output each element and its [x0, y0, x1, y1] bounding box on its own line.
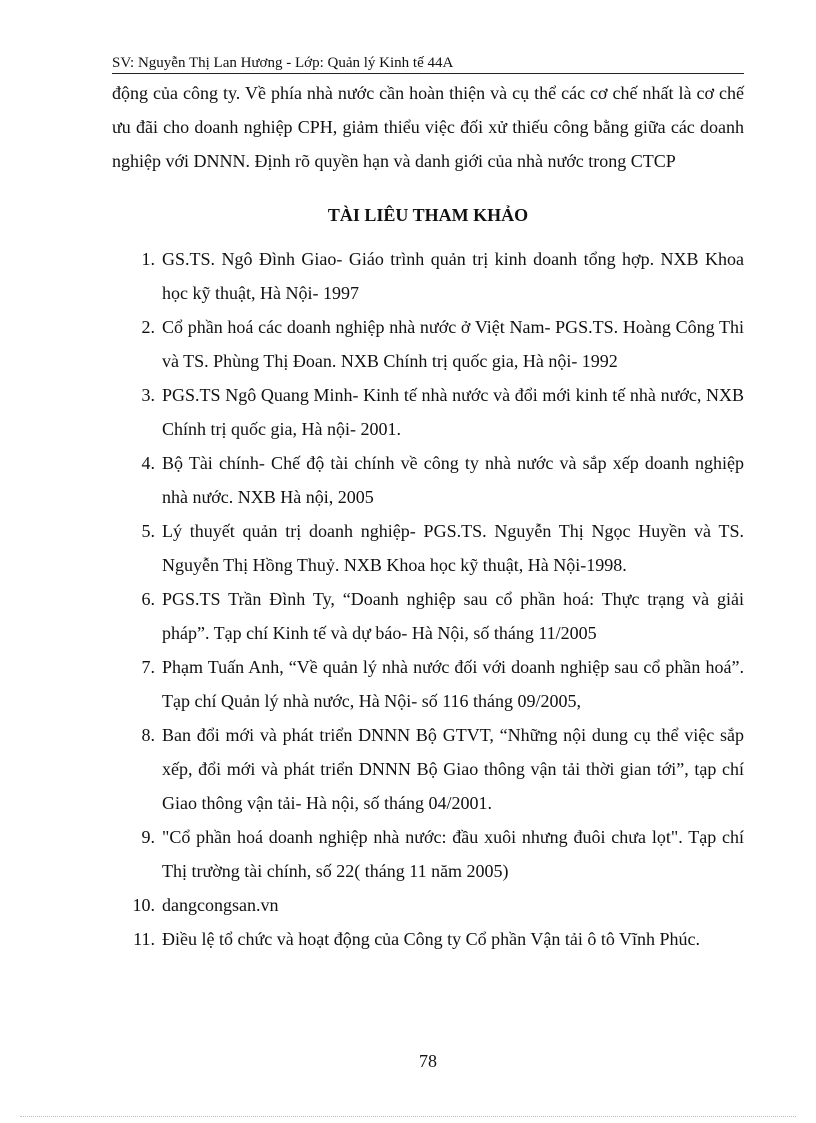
reference-item: [112, 378, 744, 446]
reference-number: 6.: [141, 589, 155, 609]
reference-text: dangcongsan.vn: [162, 895, 279, 915]
reference-item: [112, 514, 744, 582]
reference-list: [112, 242, 744, 956]
reference-item: [112, 242, 744, 310]
reference-item: [112, 820, 744, 888]
reference-text: Ban đổi mới và phát triển DNNN Bộ GTVT, “Những nội dung cụ thể việc sắp xếp, đổi mới và phát triển DNNN Bộ Giao thông vận tải thời gian tới”, tạp chí Giao thông vận tải- Hà nội, số tháng 04/2001.: [162, 725, 744, 813]
reference-item: [112, 446, 744, 514]
reference-item: [112, 650, 744, 718]
reference-number: 7.: [141, 657, 155, 677]
page-bottom-edge: [20, 1116, 796, 1117]
reference-text: Điều lệ tổ chức và hoạt động của Công ty Cổ phần Vận tải ô tô Vĩnh Phúc.: [162, 929, 701, 949]
reference-number: 8.: [141, 725, 155, 745]
reference-text: "Cổ phần hoá doanh nghiệp nhà nước: đầu xuôi nhưng đuôi chưa lọt". Tạp chí Thị trường tài chính, số 22( tháng 11 năm 2005): [162, 827, 744, 881]
reference-item: [112, 922, 744, 956]
page-body: [112, 76, 744, 956]
references-title: TÀI LIÊU THAM KHẢO: [327, 205, 529, 225]
reference-number: 10.: [132, 895, 155, 915]
reference-item: [112, 582, 744, 650]
reference-number: 4.: [141, 453, 155, 473]
reference-number: 3.: [141, 385, 155, 405]
reference-text: Lý thuyết quản trị doanh nghiệp- PGS.TS. Nguyễn Thị Ngọc Huyền và TS. Nguyễn Thị Hồng Thuỷ. NXB Khoa học kỹ thuật, Hà Nội-1998.: [162, 521, 744, 575]
reference-text: Cổ phần hoá các doanh nghiệp nhà nước ở Việt Nam- PGS.TS. Hoàng Công Thi và TS. Phùng Thị Đoan. NXB Chính trị quốc gia, Hà nội- 1992: [162, 317, 744, 371]
reference-text: PGS.TS Trần Đình Ty, “Doanh nghiệp sau cổ phần hoá: Thực trạng và giải pháp”. Tạp chí Kinh tế và dự báo- Hà Nội, số tháng 11/2005: [162, 589, 744, 643]
reference-text: GS.TS. Ngô Đình Giao- Giáo trình quản trị kinh doanh tổng hợp. NXB Khoa học kỹ thuật, Hà Nội- 1997: [162, 249, 744, 303]
reference-number: 5.: [141, 521, 155, 541]
page-number: 78: [419, 1051, 437, 1071]
reference-number: 1.: [141, 249, 155, 269]
reference-number: 11.: [133, 929, 155, 949]
body-paragraph: động của công ty. Về phía nhà nước cần hoàn thiện và cụ thể các cơ chế nhất là cơ chế ưu đãi cho doanh nghiệp CPH, giảm thiểu việc đối xử thiếu công bằng giữa các doanh nghiệp với DNNN. Định rõ quyền hạn và danh giới của nhà nước trong CTCP: [112, 83, 744, 171]
reference-item: [112, 310, 744, 378]
reference-number: 2.: [141, 317, 155, 337]
reference-text: PGS.TS Ngô Quang Minh- Kinh tế nhà nước và đổi mới kinh tế nhà nước, NXB Chính trị quốc gia, Hà nội- 2001.: [162, 385, 744, 439]
reference-text: Bộ Tài chính- Chế độ tài chính về công ty nhà nước và sắp xếp doanh nghiệp nhà nước. NXB Hà nội, 2005: [162, 453, 744, 507]
running-header: SV: Nguyễn Thị Lan Hương - Lớp: Quản lý Kinh tế 44A: [112, 55, 454, 71]
reference-number: 9.: [141, 827, 155, 847]
reference-item: [112, 718, 744, 820]
reference-item: [112, 888, 744, 922]
reference-text: Phạm Tuấn Anh, “Về quản lý nhà nước đối với doanh nghiệp sau cổ phần hoá”. Tạp chí Quản lý nhà nước, Hà Nội- số 116 tháng 09/2005,: [162, 657, 744, 711]
header-rule: [112, 73, 744, 74]
